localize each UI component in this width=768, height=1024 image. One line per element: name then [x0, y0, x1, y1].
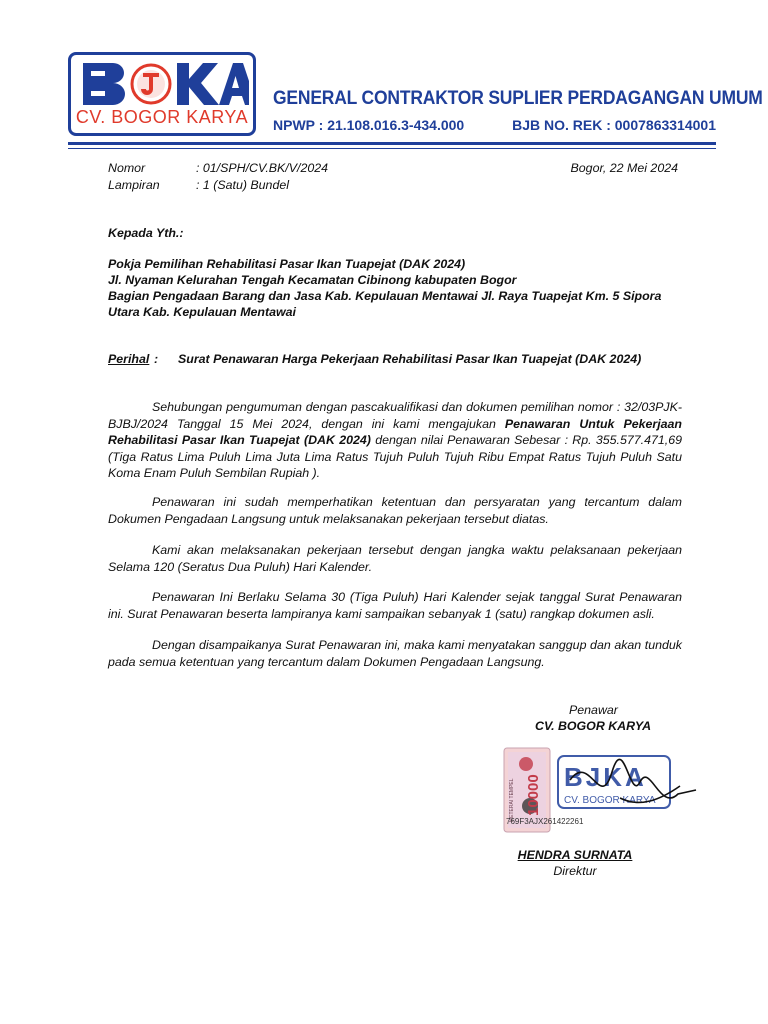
- body-paragraph-2: Penawaran ini sudah memperhatikan ketentuan dan persyaratan yang tercantum dalam Dokumen Pengadaan Langsung untuk melaksanakan pekerjaan tersebut diatas.: [108, 495, 682, 526]
- body-paragraph-4: Penawaran Ini Berlaku Selama 30 (Tiga Puluh) Hari Kalender sejak tanggal Surat Penawaran ini. Surat Penawaran beserta lampiranya kami sampaikan sebanyak 1 (satu) rangkap dokumen asli.: [108, 590, 682, 621]
- letterhead-rule-thick: [68, 142, 716, 145]
- recipient-line: Pokja Pemilihan Rehabilitasi Pasar Ikan Tuapejat (DAK 2024): [108, 257, 466, 271]
- letterhead-rule-thin: [68, 148, 716, 149]
- body-paragraph-5: Dengan disampaikanya Surat Penawaran ini, maka kami menyatakan sanggup dan akan tunduk pada semua ketentuan yang tercantum dalam Dokumen Pengadaan Langsung.: [108, 638, 682, 669]
- body-paragraph-3: Kami akan melaksanakan pekerjaan tersebut dengan jangka waktu pelaksanaan pekerjaan Selama 120 (Seratus Dua Puluh) Hari Kalender.: [108, 543, 682, 574]
- bank-account-number: BJB NO. REK : 0007863314001: [512, 117, 716, 133]
- p1-rest: dengan nilai Penawaran Sebesar : Rp. 355.577.471,69 (Tiga Ratus Lima Puluh Lima Juta Lima Ratus Tujuh Puluh Tujuh Ribu Empat Ratus Tujuh Puluh Satu Koma Enam Puluh Sembilan Rupiah ).: [108, 433, 682, 480]
- recipient-line: Utara Kab. Kepulauan Mentawai: [108, 305, 296, 319]
- lampiran-label: Lampiran: [108, 178, 160, 192]
- stamp-value: 10000: [525, 774, 542, 816]
- recipient-line: Bagian Pengadaan Barang dan Jasa Kab. Kepulauan Mentawai Jl. Raya Tuapejat Km. 5 Sipora: [108, 289, 662, 303]
- stamp-logo-letters: BJKA: [564, 762, 647, 792]
- stamp-and-signature: [500, 742, 700, 838]
- subject-label: Perihal: [108, 352, 150, 366]
- subject-colon: :: [154, 352, 159, 366]
- signer-title: Direktur: [553, 864, 597, 878]
- nomor-value: : 01/SPH/CV.BK/V/2024: [196, 161, 329, 175]
- p1-intro: Sehubungan pengumuman dengan pascakualifikasi dan dokumen pemilihan nomor : 32/03PJK-BJBJ/2024 Tanggal 15 Mei 2024, dengan ini kami mengajukan: [108, 400, 682, 431]
- logo-caption: CV. BOGOR KARYA: [75, 107, 249, 127]
- logo-mark: [77, 59, 249, 109]
- company-logo: [68, 52, 256, 136]
- place-date: Bogor, 22 Mei 2024: [570, 161, 678, 175]
- lampiran-value: : 1 (Satu) Bundel: [196, 178, 289, 192]
- stamp-small-text: METERAI TEMPEL: [509, 778, 515, 822]
- salutation: Kepada Yth.:: [108, 226, 184, 240]
- closing-role: Penawar: [569, 703, 618, 717]
- p1-bold: Penawaran Untuk Pekerjaan Rehabilitasi Pasar Ikan Tuapejat (DAK 2024): [108, 416, 683, 447]
- meterai-stamp: [500, 742, 700, 838]
- signer-name: HENDRA SURNATA: [517, 848, 633, 862]
- closing-company: CV. BOGOR KARYA: [535, 719, 652, 733]
- company-headline: GENERAL CONTRAKTOR SUPLIER PERDAGANGAN UMUM: [273, 88, 763, 109]
- npwp-number: NPWP : 21.108.016.3-434.000: [273, 117, 465, 133]
- nomor-label: Nomor: [108, 161, 146, 175]
- subject-text: Surat Penawaran Harga Pekerjaan Rehabilitasi Pasar Ikan Tuapejat (DAK 2024): [178, 352, 642, 366]
- stamp-serial: 769F3AJX261422261: [506, 817, 584, 826]
- body-paragraph-1: [108, 399, 682, 482]
- recipient-line: Jl. Nyaman Kelurahan Tengah Kecamatan Cibinong kabupaten Bogor: [108, 273, 517, 287]
- stamp-logo-caption: CV. BOGOR KARYA: [564, 795, 656, 806]
